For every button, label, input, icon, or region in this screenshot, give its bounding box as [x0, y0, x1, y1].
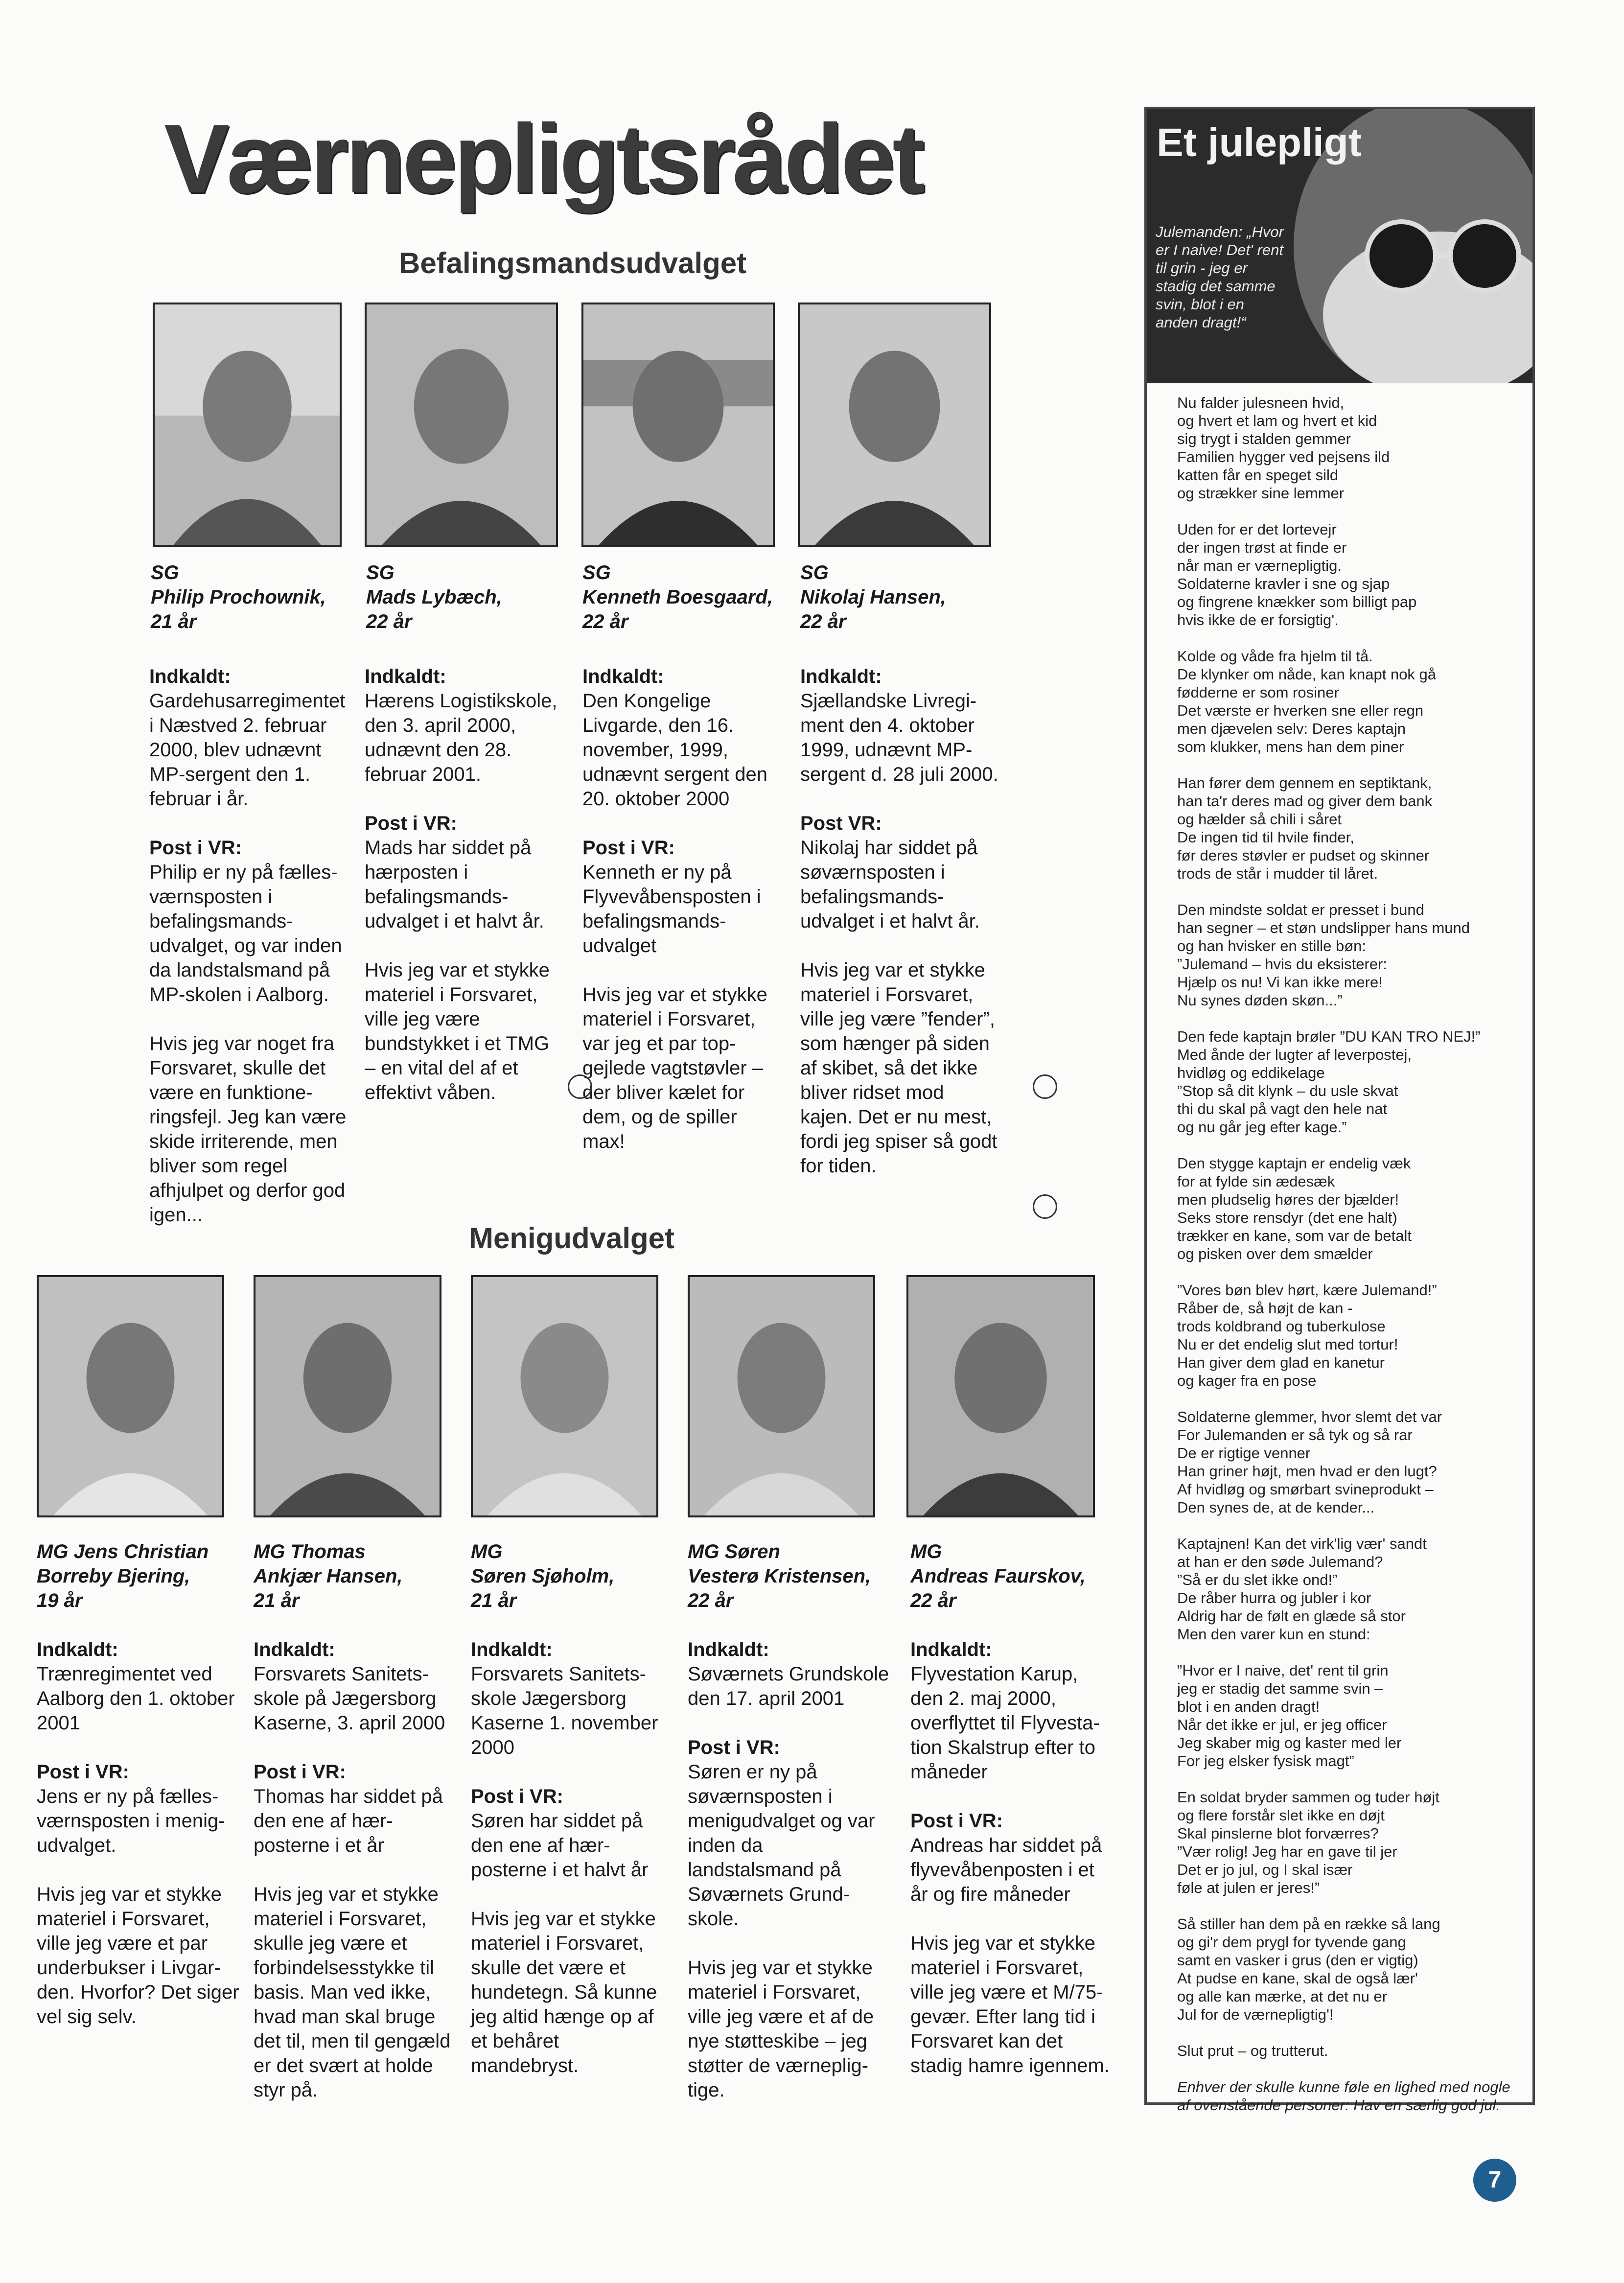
block-text: Trænregimentet ved Aalborg den 1. oktober 2001 [37, 1663, 235, 1734]
member-age: 21 år [471, 1590, 517, 1611]
block-heading: Indkaldt: [910, 1639, 992, 1660]
section-heading-menig: Menigudvalget [469, 1222, 675, 1255]
block-text: Den Kongelige Livgarde, den 16. november, 1999, udnævnt sergent den 20. oktober 2000 [582, 690, 768, 810]
poem-stanza: Kaptajnen! Kan det virk'lig vær' sandt at han er den søde Julemand? ”Så er du slet ikke ond!” De råber hurra og jubler i kor Aldrig har de følt en glæde så stor Men den varer kun en stund: [1177, 1535, 1427, 1643]
block-text: Hvis jeg var et stykke materiel i Forsvaret, ville jeg være et af de nye støtteskibe – jeg støtter de værneplig-tige. [688, 1957, 874, 2101]
member-photo [906, 1275, 1095, 1517]
member-caption [151, 560, 347, 634]
member-name: Mads Lybæch, [366, 586, 502, 608]
block-text: Forsvarets Sanitets-skole Jægersborg Kaserne 1. november 2000 [471, 1663, 658, 1758]
member-text-column [471, 1637, 672, 2102]
member-age: 22 år [910, 1590, 956, 1611]
block-text: Søren er ny på søværnsposten i menigudvalget og var inden da landstalsmand på Søværnets Grund-skole. [688, 1761, 875, 1930]
block-text: Hvis jeg var et stykke materiel i Forsvaret, ville jeg være et par underbukser i Livgar-den. Hvorfor? Det siger vel sig selv. [37, 1884, 239, 2027]
rank: SG [151, 562, 179, 583]
block-text: Sjællandske Livregi-ment den 4. oktober 1999, udnævnt MP-sergent d. 28 juli 2000. [800, 690, 998, 785]
poem-stanza: Den fede kaptajn brøler ”DU KAN TRO NEJ!” Med ånde der lugter af leverpostej, hvidløg og eddikelage ”Stop så dit klynk – du usle skvat thi du skal på vagt den hele nat og nu går jeg efter kage.” [1177, 1028, 1481, 1136]
block-text: Hvis jeg var et stykke materiel i Forsvaret, var jeg et par top-gejlede vagtstøvler – der bliver kælet for dem, og de spiller max! [582, 984, 767, 1152]
poem-text [1177, 394, 1520, 2114]
binder-hole [568, 1074, 592, 1099]
block-text: Søren har siddet på den ene af hær-posterne i et halvt år [471, 1810, 649, 1881]
member-text-column [688, 1637, 893, 2127]
member-age: 19 år [37, 1590, 83, 1611]
member-caption [254, 1539, 459, 1613]
block-heading: Post i VR: [149, 837, 242, 859]
member-caption [471, 1539, 676, 1613]
block-text: Andreas har siddet på flyvevåbenposten i et år og fire måneder [910, 1835, 1102, 1905]
section-heading-befalings: Befalingsmandsudvalget [399, 247, 747, 280]
member-photo [471, 1275, 658, 1517]
page-number-badge: 7 [1473, 2159, 1516, 2202]
member-caption [37, 1539, 247, 1613]
block-text: Hærens Logistikskole, den 3. april 2000, udnævnt den 28. februar 2001. [365, 690, 557, 785]
block-text: Nikolaj har siddet på søværnsposten i befalingsmands-udvalget i et halvt år. [800, 837, 980, 932]
block-heading: Indkaldt: [582, 666, 664, 687]
rank: MG [910, 1541, 942, 1562]
block-text: Hvis jeg var et stykke materiel i Forsvaret, ville jeg være et M/75-gevær. Efter lang tid i Forsvaret kan det stadig hamre igennem. [910, 1933, 1110, 2076]
block-heading: Post i VR: [910, 1810, 1003, 1832]
poem-stanza: Kolde og våde fra hjelm til tå. De klynker om nåde, kan knapt nok gå fødderne er som rosiner Det værste er hverken sne eller regn men djævelen selv: Deres kaptajn som klukker, mens han dem piner [1177, 648, 1437, 755]
poem-stanza: En soldat bryder sammen og tuder højt og flere forstår slet ikke en døjt Skal pinslerne blot forværres? ”Vær rolig! Jeg har en gave til jer Det er jo jul, og I skal især føle at julen er jeres!” [1177, 1789, 1439, 1896]
block-heading: Indkaldt: [37, 1639, 118, 1660]
member-photo [365, 303, 558, 547]
member-caption [800, 560, 996, 634]
poem-stanza: Uden for er det lortevejr der ingen trøst at finde er når man er værnepligtig. Soldaterne kravler i sne og sjap og fingrene knækker som billigt pap hvis ikke de er forsigtig'. [1177, 521, 1417, 629]
member-photo [153, 303, 342, 547]
block-heading: Post i VR: [471, 1786, 563, 1807]
poem-stanza: Slut prut – og trutterut. [1177, 2042, 1328, 2059]
poem-stanza: Den mindste soldat er presset i bund han segner – et støn undslipper hans mund og han hvisker en stille bøn: ”Julemand – hvis du eksisterer: Hjælp os nu! Vi kan ikke mere! Nu synes døden skøn...” [1177, 901, 1470, 1009]
block-text: Gardehusarregimentet i Næstved 2. februar 2000, blev udnævnt MP-sergent den 1. februar i år. [149, 690, 346, 810]
block-text: Hvis jeg var et stykke materiel i Forsvaret, ville jeg være ”fender”, som hænger på siden af skibet, så det ikke bliver ridset mod kajen. Det er nu mest, fordi jeg spiser så godt for tiden. [800, 959, 998, 1177]
block-text: Hvis jeg var et stykke materiel i Forsvaret, ville jeg være bundstykket i et TMG – en vital del af et effektivt våben. [365, 959, 550, 1103]
member-caption [688, 1539, 898, 1613]
member-text-column [37, 1637, 242, 2053]
block-heading: Indkaldt: [365, 666, 446, 687]
member-caption [366, 560, 562, 634]
block-heading: Post i VR: [254, 1761, 346, 1783]
member-text-column [149, 664, 350, 1252]
block-text: Hvis jeg var et stykke materiel i Forsvaret, skulle det være et hundetegn. Så kunne jeg altid hænge op af et behåret mandebryst. [471, 1908, 657, 2076]
block-text: Kenneth er ny på Flyvevåbensposten i befalingsmands-udvalget [582, 862, 761, 956]
member-name: MG Søren [688, 1541, 780, 1562]
block-heading: Post i VR: [37, 1761, 129, 1783]
block-text: Philip er ny på fælles-værnsposten i befalingsmands-udvalget, og var inden da landstalsmand på MP-skolen i Aalborg. [149, 862, 342, 1005]
member-name: MG Jens Christian [37, 1541, 209, 1562]
member-name: Vesterø Kristensen, [688, 1565, 871, 1587]
block-text: Flyvestation Karup, den 2. maj 2000, overflyttet til Flyvesta-tion Skalstrup efter to måneder [910, 1663, 1100, 1783]
block-text: Søværnets Grundskole den 17. april 2001 [688, 1663, 889, 1709]
member-age: 22 år [366, 611, 412, 632]
block-heading: Post i VR: [365, 813, 457, 834]
poem-stanza: Så stiller han dem på en række så lang og gi'r dem prygl for tyvende gang samt en vasker i grus (den er vigtig) At pudse en kane, skal de også lær' og alle kan mærke, at det nu er Jul for de værnepligtig'! [1177, 1915, 1440, 2023]
rank: SG [800, 562, 829, 583]
rank: SG [582, 562, 611, 583]
page-title: Værnepligtsrådet [164, 104, 922, 213]
member-age: 22 år [688, 1590, 734, 1611]
member-name: Philip Prochownik, [151, 586, 326, 608]
member-text-column [365, 664, 563, 1129]
sidebar-title: Et julepligt [1157, 120, 1362, 165]
block-text: Hvis jeg var et stykke materiel i Forsvaret, skulle jeg være et forbindelsesstykke til basis. Man ved ikke, hvad man skal bruge det til, men til gengæld er det svært at holde styr på. [254, 1884, 451, 2101]
sidebar-header-image [1147, 109, 1532, 383]
member-name: Andreas Faurskov, [910, 1565, 1086, 1587]
poem-stanza: Soldaterne glemmer, hvor slemt det var For Julemanden er så tyk og så rar De er rigtige venner Han griner højt, men hvad er den lugt? Af hvidløg og smørbart svineprodukt – Den synes de, at de kender... [1177, 1408, 1442, 1516]
block-text: Jens er ny på fælles-værnsposten i menig-udvalget. [37, 1786, 225, 1856]
rank: MG [471, 1541, 503, 1562]
member-text-column [800, 664, 998, 1203]
member-caption [910, 1539, 1116, 1613]
member-photo [254, 1275, 441, 1517]
poem-stanza: Han fører dem gennem en septiktank, han ta'r deres mad og giver dem bank og hælder så chili i såret De ingen tid til hvile finder, før deres støvler er pudset og skinner trods de står i mudder til låret. [1177, 774, 1433, 882]
member-photo [798, 303, 991, 547]
block-text: Hvis jeg var noget fra Forsvaret, skulle det være en funktione-ringsfejl. Jeg kan være skide irriterende, men bliver som regel afhjulpet og derfor god igen... [149, 1033, 347, 1226]
poem-footnote: Enhver der skulle kunne føle en lighed med nogle af ovenstående personer: Hav en særlig god jul. [1177, 2078, 1510, 2114]
binder-hole [1033, 1074, 1057, 1099]
binder-hole [1033, 1194, 1057, 1219]
member-text-column [254, 1637, 452, 2127]
member-photo [581, 303, 775, 547]
member-name: Nikolaj Hansen, [800, 586, 946, 608]
block-text: Forsvarets Sanitets-skole på Jægersborg Kaserne, 3. april 2000 [254, 1663, 445, 1734]
member-name: Borreby Bjering, [37, 1565, 190, 1587]
member-caption [582, 560, 788, 634]
member-age: 22 år [800, 611, 846, 632]
member-photo [37, 1275, 224, 1517]
poem-stanza: ”Vores bøn blev hørt, kære Julemand!” Råber de, så højt de kan - trods koldbrand og tuberkulose Nu er det endelig slut med tortur! Han giver dem glad en kanetur og kager fra en pose [1177, 1281, 1437, 1389]
block-text: Mads har siddet på hærposten i befalingsmands-udvalget i et halvt år. [365, 837, 544, 932]
member-photo [688, 1275, 875, 1517]
member-text-column [910, 1637, 1116, 2102]
poem-stanza: Den stygge kaptajn er endelig væk for at fylde sin ædesæk men pludselig høres der bjælder! Seks store rensdyr (det ene halt) trækker en kane, som var de betalt og pisken over dem smælder [1177, 1155, 1412, 1262]
member-age: 21 år [151, 611, 197, 632]
rank: SG [366, 562, 394, 583]
block-heading: Indkaldt: [149, 666, 231, 687]
block-heading: Indkaldt: [254, 1639, 335, 1660]
member-age: 21 år [254, 1590, 300, 1611]
block-text: Thomas har siddet på den ene af hær-posterne i et år [254, 1786, 443, 1856]
member-text-column [582, 664, 778, 1178]
member-age: 22 år [582, 611, 628, 632]
block-heading: Indkaldt: [471, 1639, 553, 1660]
member-name: MG Thomas [254, 1541, 366, 1562]
member-name: Ankjær Hansen, [254, 1565, 403, 1587]
poem-stanza: ”Hvor er I naive, det' rent til grin jeg er stadig det samme svin – blot i en anden dragt! Når det ikke er jul, er jeg officer Jeg skaber mig og kaster med ler For jeg elsker fysisk magt” [1177, 1662, 1402, 1770]
block-heading: Post VR: [800, 813, 882, 834]
member-name: Søren Sjøholm, [471, 1565, 615, 1587]
member-name: Kenneth Boesgaard, [582, 586, 773, 608]
block-heading: Indkaldt: [800, 666, 882, 687]
block-heading: Post i VR: [582, 837, 675, 859]
block-heading: Indkaldt: [688, 1639, 769, 1660]
sidebar-quote: Julemanden: „Hvor er I naive! Det' rent til grin - jeg er stadig det samme svin, blot i en anden dragt!“ [1156, 223, 1284, 331]
poem-stanza: Nu falder julesneen hvid, og hvert et lam og hvert et kid sig trygt i stalden gemmer Familien hygger ved pejsens ild katten får en speget sild og strækker sine lemmer [1177, 394, 1390, 502]
block-heading: Post i VR: [688, 1737, 780, 1758]
